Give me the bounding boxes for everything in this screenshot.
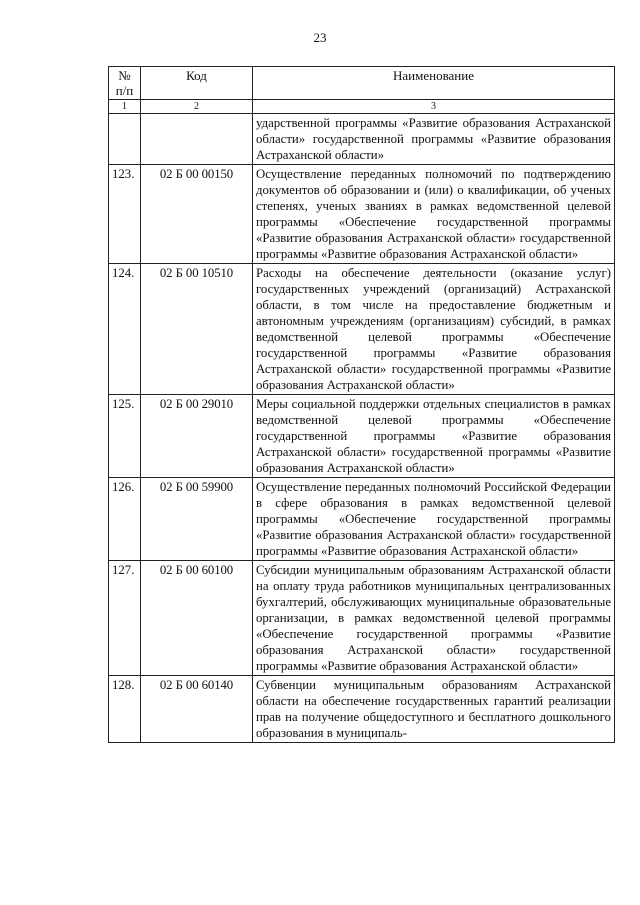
row-code: 02 Б 00 10510 [141, 264, 253, 395]
row-code: 02 Б 00 60140 [141, 676, 253, 743]
table-row [109, 114, 615, 165]
row-text: Осуществление переданных полномочий по подтверждению документов об образовании и (или) о квалификации, об ученых степенях, ученых званиях в рамках ведомственной целевой программы «Обеспечение государственной программы «Развитие образования Астраханской области» государственной программы «Развитие образования Астраханской области» [253, 165, 615, 264]
row-code: 02 Б 00 00150 [141, 165, 253, 264]
row-code: 02 Б 00 29010 [141, 395, 253, 478]
header-name: Наименование [253, 67, 615, 100]
row-num: 123. [109, 165, 141, 264]
table-row [109, 676, 615, 743]
row-text: Меры социальной поддержки отдельных специалистов в рамках ведомственной целевой программы «Обеспечение государственной программы «Развитие образования Астраханской области» государственной программы «Развитие образования Астраханской области» [253, 395, 615, 478]
index-col-1: 1 [109, 100, 141, 114]
budget-code-table [108, 66, 615, 743]
row-num [109, 114, 141, 165]
header-num: № п/п [109, 67, 141, 100]
row-text: Субсидии муниципальным образованиям Астраханской области на оплату труда работников муниципальных централизованных бухгалтерий, обслуживающих муниципальные образовательные организации, в рамках ведомственной целевой программы «Обеспечение государственной программы «Развитие образования Астраханской области» государственной программы «Развитие образования Астраханской области» [253, 561, 615, 676]
table-row [109, 165, 615, 264]
row-num: 126. [109, 478, 141, 561]
header-code: Код [141, 67, 253, 100]
row-num: 127. [109, 561, 141, 676]
row-text: ударственной программы «Развитие образования Астраханской области» государственной программы «Развитие образования Астраханской области» [253, 114, 615, 165]
table-row [109, 478, 615, 561]
row-num: 125. [109, 395, 141, 478]
index-col-2: 2 [141, 100, 253, 114]
table-index-row [109, 100, 615, 114]
row-text: Расходы на обеспечение деятельности (оказание услуг) государственных учреждений (организаций) Астраханской области, в том числе на предоставление бюджетным и автономным учреждениям (организациям) субсидий, в рамках ведомственной целевой программы «Обеспечение государственной программы «Развитие образования Астраханской области» государственной программы «Развитие образования Астраханской области» [253, 264, 615, 395]
row-code: 02 Б 00 60100 [141, 561, 253, 676]
row-num: 124. [109, 264, 141, 395]
row-num: 128. [109, 676, 141, 743]
table-row [109, 561, 615, 676]
page-number: 23 [313, 30, 327, 45]
table-row [109, 395, 615, 478]
row-text: Осуществление переданных полномочий Российской Федерации в сфере образования в рамках ведомственной целевой программы «Обеспечение государственной программы «Развитие образования Астраханской области» государственной программы «Развитие образования Астраханской области» [253, 478, 615, 561]
row-code [141, 114, 253, 165]
table-header-row [109, 67, 615, 100]
row-code: 02 Б 00 59900 [141, 478, 253, 561]
row-text: Субвенции муниципальным образованиям Астраханской области на обеспечение государственных гарантий реализации прав на получение общедоступного и бесплатного дошкольного образования в муниципаль- [253, 676, 615, 743]
index-col-3: 3 [253, 100, 615, 114]
table-row [109, 264, 615, 395]
